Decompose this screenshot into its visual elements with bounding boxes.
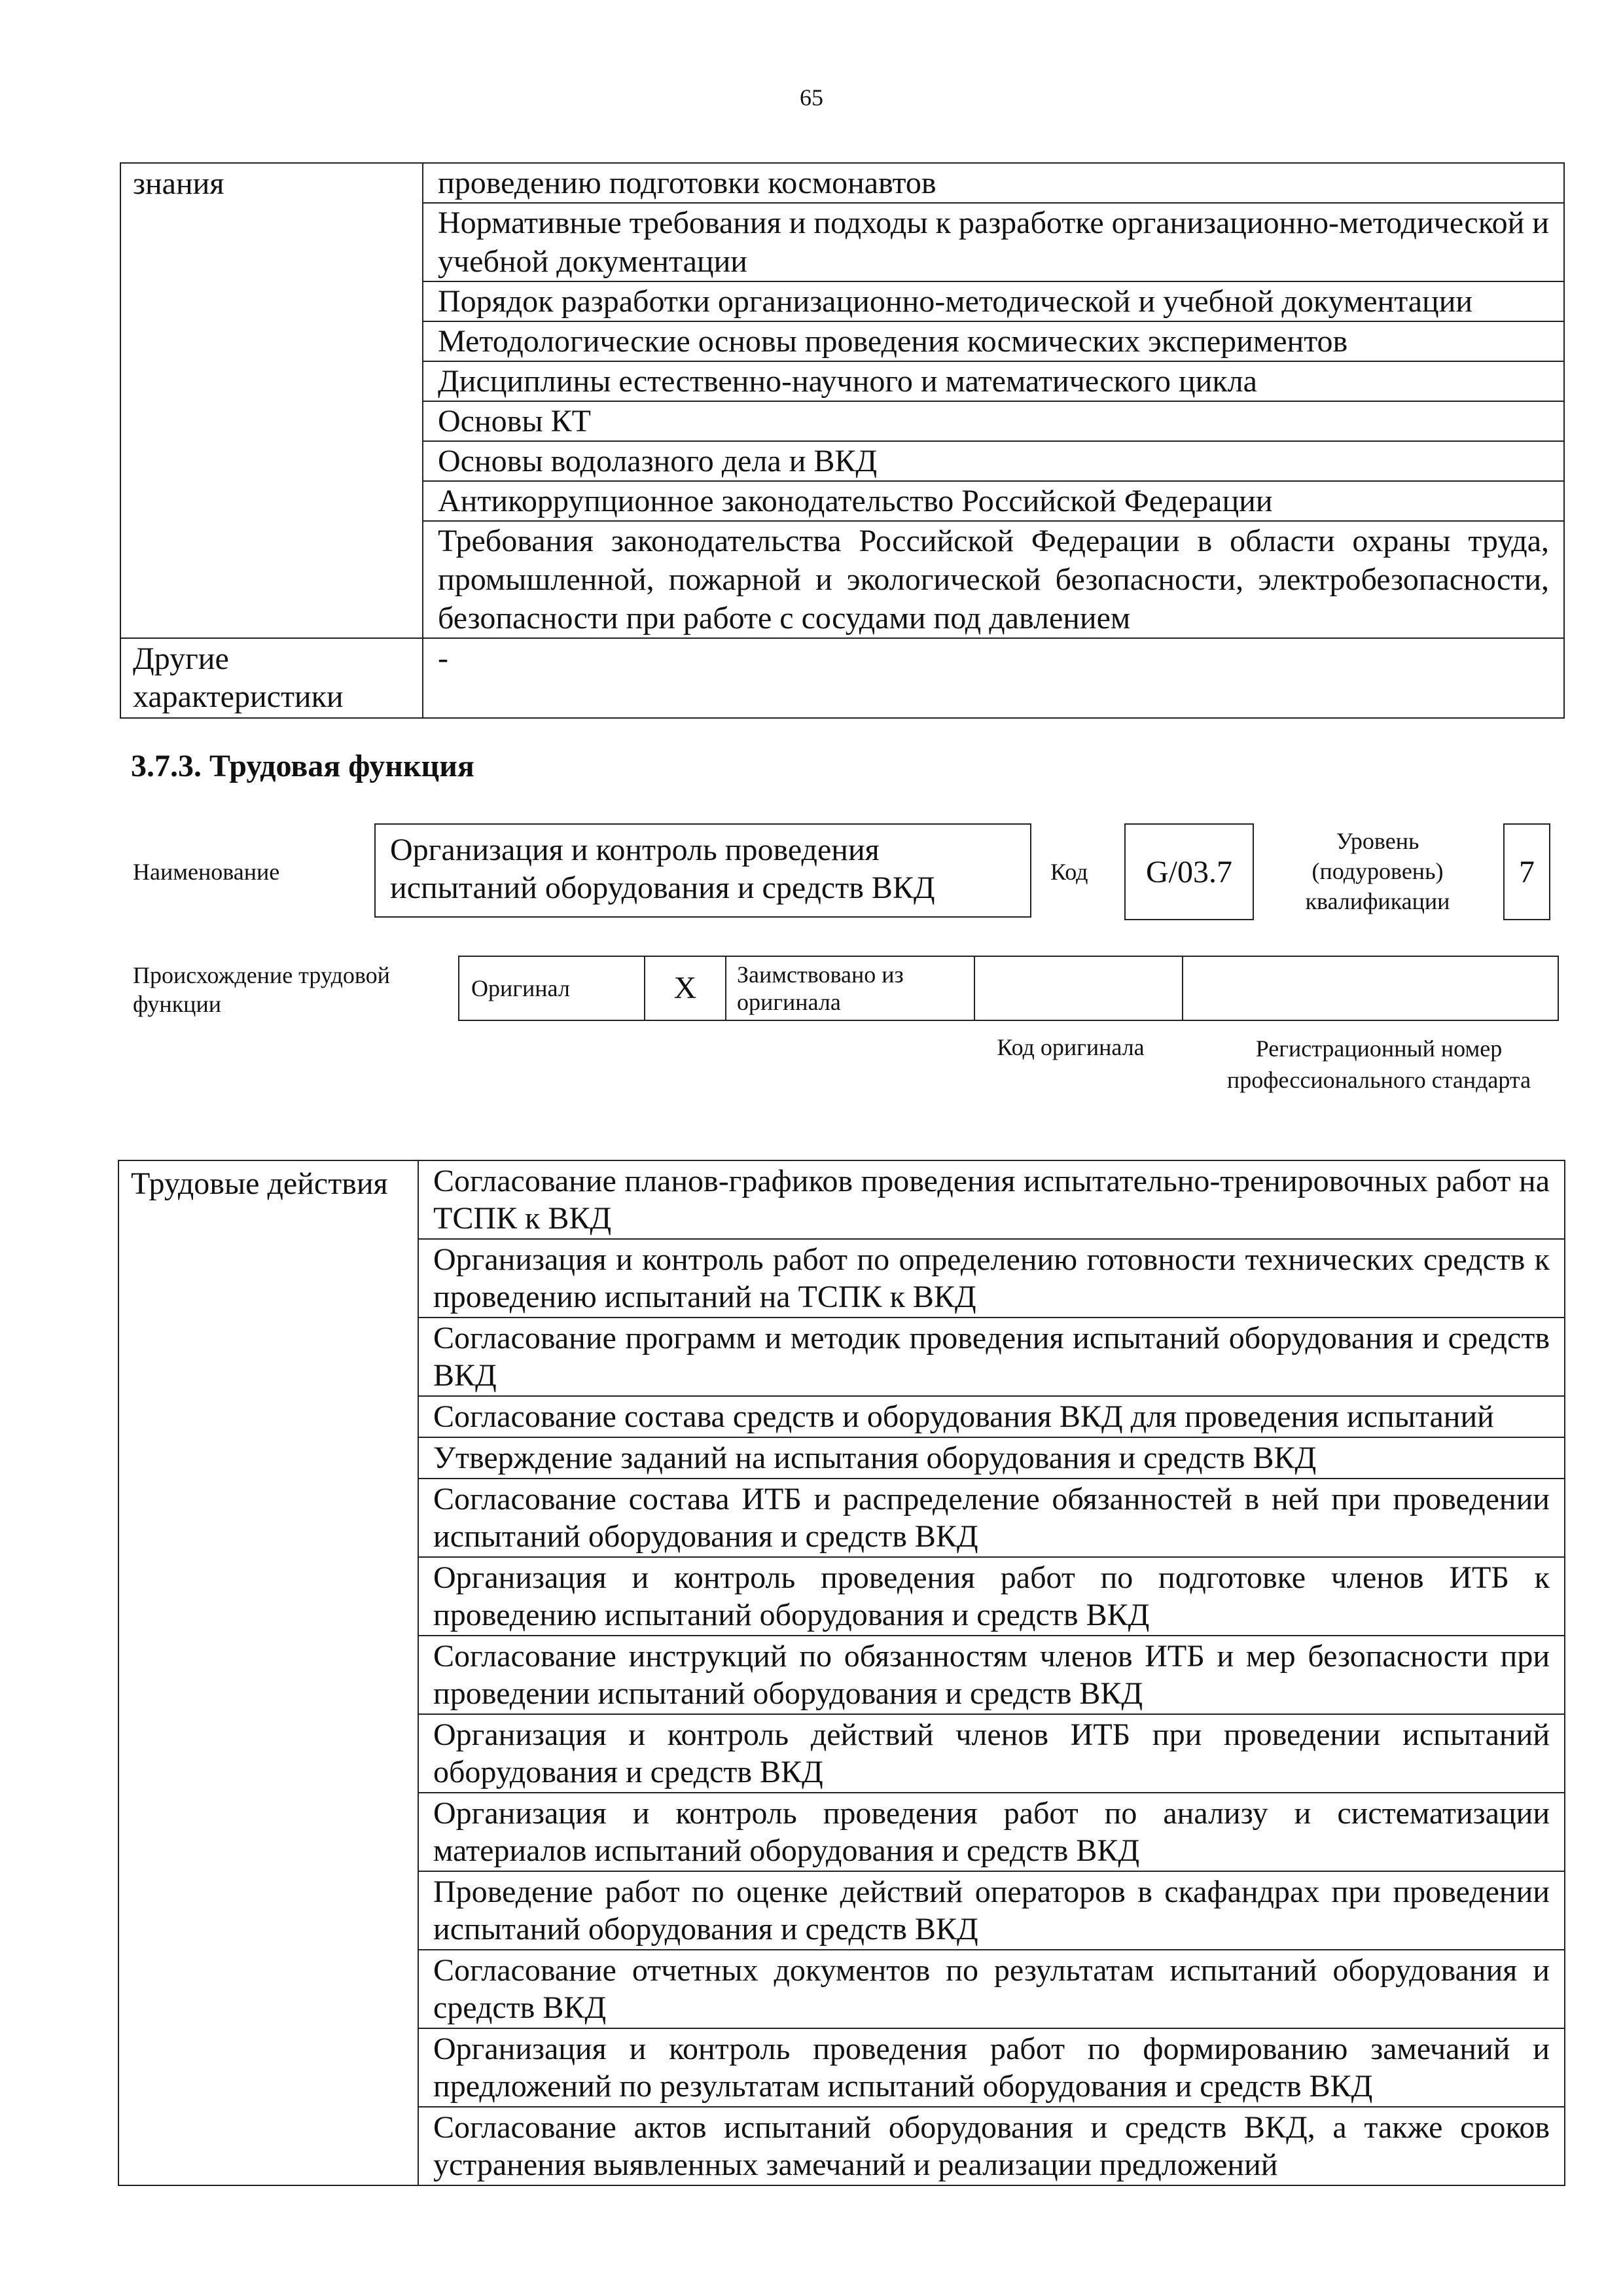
table-row bbox=[120, 638, 1564, 718]
row-label-knowledge: знания bbox=[120, 163, 423, 638]
name-label: Наименование bbox=[133, 859, 280, 885]
page-number: 65 bbox=[800, 84, 823, 111]
original-label: Оригинал bbox=[471, 975, 570, 1001]
origin-label: Происхождение трудовой функции bbox=[133, 962, 390, 1017]
row-label-other: Другие характеристики bbox=[120, 638, 423, 718]
action-item: Согласование отчетных документов по результатам испытаний оборудования и средств ВКД bbox=[418, 1950, 1565, 2028]
action-item: Согласование состава средств и оборудования ВКД для проведения испытаний bbox=[418, 1396, 1565, 1437]
knowledge-item: Антикоррупционное законодательство Российской Федерации bbox=[423, 481, 1564, 521]
code-value-box bbox=[1124, 823, 1254, 920]
original-label-cell bbox=[459, 956, 645, 1020]
labour-actions-table bbox=[118, 1160, 1565, 2186]
table-row bbox=[118, 1160, 1565, 1239]
code-value: G/03.7 bbox=[1146, 854, 1232, 889]
code-caption: Код оригинала bbox=[997, 1034, 1145, 1060]
registration-number-cell bbox=[1183, 956, 1558, 1020]
level-value: 7 bbox=[1519, 854, 1535, 889]
function-name-box bbox=[374, 823, 1031, 918]
table-row bbox=[459, 956, 1558, 1020]
origin-table bbox=[458, 956, 1559, 1021]
knowledge-item: Основы водолазного дела и ВКД bbox=[423, 441, 1564, 481]
table-row bbox=[120, 163, 1564, 203]
knowledge-item: Порядок разработки организационно-методической и учебной документации bbox=[423, 281, 1564, 321]
action-item: Организация и контроль проведения работ по подготовке членов ИТБ к проведению испытаний оборудования и средств ВКД bbox=[418, 1557, 1565, 1636]
knowledge-item: Требования законодательства Российской Федерации в области охраны труда, промышленной, пожарной и экологической безопасности, электробезопасности, безопасности при работе с сосудами под давлением bbox=[423, 521, 1564, 638]
registration-caption: Регистрационный номер профессионального стандарта bbox=[1226, 1035, 1531, 1093]
action-item: Согласование программ и методик проведения испытаний оборудования и средств ВКД bbox=[418, 1318, 1565, 1396]
original-mark: X bbox=[673, 971, 697, 1005]
other-characteristics-value: - bbox=[423, 638, 1564, 718]
action-item: Согласование актов испытаний оборудования и средств ВКД, а также сроков устранения выявленных замечаний и реализации предложений bbox=[418, 2107, 1565, 2185]
borrowed-label-cell bbox=[726, 956, 974, 1020]
action-item: Согласование планов-графиков проведения испытательно-тренировочных работ на ТСПК к ВКД bbox=[418, 1160, 1565, 1239]
action-item: Утверждение заданий на испытания оборудования и средств ВКД bbox=[418, 1437, 1565, 1479]
action-item: Организация и контроль работ по определению готовности технических средств к проведению испытаний на ТСПК к ВКД bbox=[418, 1239, 1565, 1318]
action-item: Проведение работ по оценке действий операторов в скафандрах при проведении испытаний оборудования и средств ВКД bbox=[418, 1871, 1565, 1950]
section-heading: 3.7.3. Трудовая функция bbox=[131, 749, 474, 783]
action-item: Организация и контроль действий членов ИТБ при проведении испытаний оборудования и средств ВКД bbox=[418, 1714, 1565, 1793]
original-mark-cell bbox=[645, 956, 726, 1020]
knowledge-item: Дисциплины естественно-научного и математического цикла bbox=[423, 361, 1564, 401]
code-label: Код bbox=[1050, 859, 1088, 885]
action-item: Организация и контроль проведения работ по анализу и систематизации материалов испытаний оборудования и средств ВКД bbox=[418, 1793, 1565, 1871]
action-item: Согласование состава ИТБ и распределение обязанностей в ней при проведении испытаний оборудования и средств ВКД bbox=[418, 1479, 1565, 1557]
function-name-value: Организация и контроль проведения испытаний оборудования и средств ВКД bbox=[390, 833, 935, 905]
knowledge-table bbox=[120, 162, 1565, 719]
original-code-cell bbox=[974, 956, 1183, 1020]
knowledge-item: Методологические основы проведения космических экспериментов bbox=[423, 321, 1564, 361]
action-item: Согласование инструкций по обязанностям членов ИТБ и мер безопасности при проведении испытаний оборудования и средств ВКД bbox=[418, 1636, 1565, 1714]
knowledge-item: проведению подготовки космонавтов bbox=[423, 163, 1564, 203]
level-value-box bbox=[1503, 823, 1550, 920]
knowledge-item: Нормативные требования и подходы к разработке организационно-методической и учебной документации bbox=[423, 203, 1564, 281]
action-item: Организация и контроль проведения работ по формированию замечаний и предложений по результатам испытаний оборудования и средств ВКД bbox=[418, 2028, 1565, 2107]
level-label: Уровень (подуровень) квалификации bbox=[1305, 828, 1450, 914]
borrowed-label: Заимствовано из оригинала bbox=[737, 961, 904, 1015]
row-label-actions: Трудовые действия bbox=[118, 1160, 418, 2185]
knowledge-item: Основы КТ bbox=[423, 401, 1564, 441]
